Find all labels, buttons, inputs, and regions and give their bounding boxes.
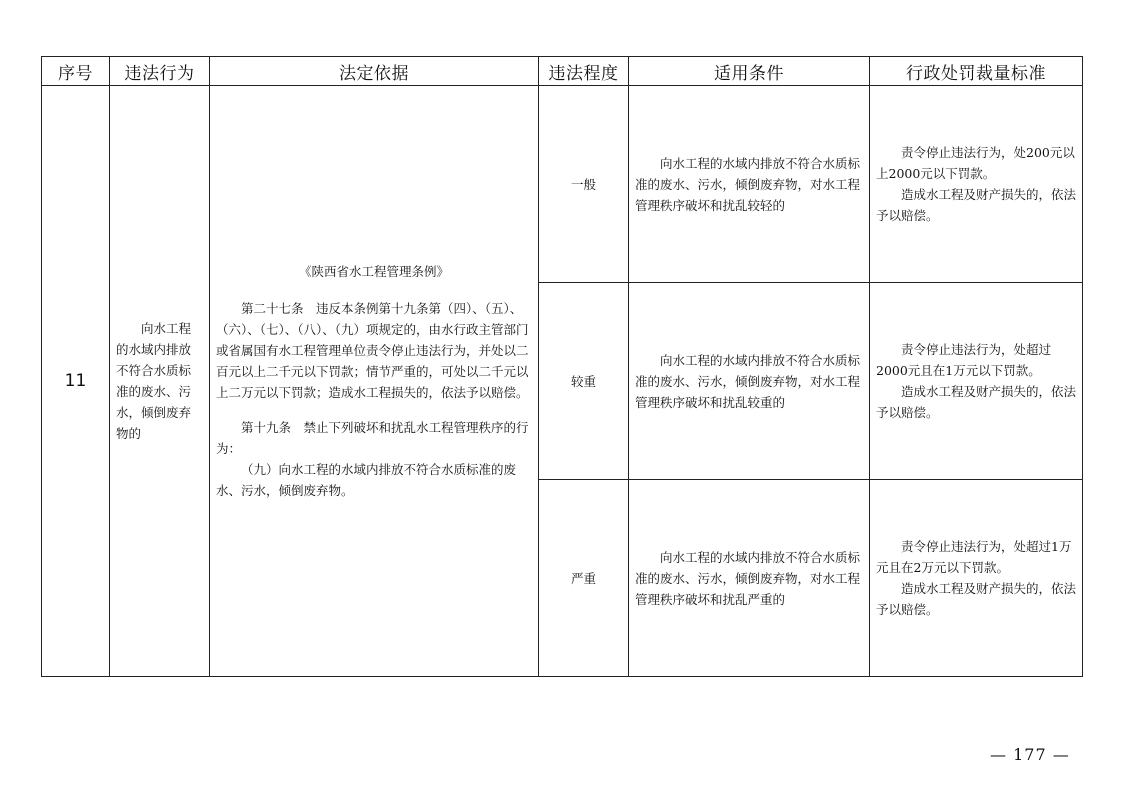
table-row	[42, 86, 1083, 283]
basis-article-27: 第二十七条 违反本条例第十九条第（四）、（五）、（六）、（七）、（八）、（九）项规定的，由水行政主管部门或省属国有水工程管理单位责令停止违法行为，并处以二百元以上二千元以下罚款；情节严重的，可处以二千元以上二万元以下罚款；造成水工程损失的，依法予以赔偿。	[216, 301, 529, 400]
standard-fine: 责令停止违法行为，处超过2000元且在1万元以下罚款。	[876, 342, 1052, 378]
standard-compensation: 造成水工程及财产损失的，依法予以赔偿。	[876, 187, 1077, 223]
basis-item-9: （九）向水工程的水域内排放不符合水质标准的废水、污水，倾倒废弃物。	[216, 462, 517, 498]
header-standard: 行政处罚裁量标准	[870, 57, 1083, 86]
condition-text: 向水工程的水域内排放不符合水质标准的废水、污水，倾倒废弃物，对水工程管理秩序破坏和扰乱较轻的	[635, 155, 861, 213]
degree-serious: 较重	[539, 283, 629, 480]
act-cell	[110, 86, 210, 677]
page-number: — 177 —	[990, 745, 1070, 764]
penalty-table	[41, 56, 1083, 677]
degree-severe: 严重	[539, 480, 629, 677]
condition-text: 向水工程的水域内排放不符合水质标准的废水、污水，倾倒废弃物，对水工程管理秩序破坏和扰乱严重的	[635, 549, 861, 607]
condition-severe	[629, 480, 870, 677]
header-seq: 序号	[42, 57, 110, 86]
act-text: 向水工程的水域内排放不符合水质标准的废水、污水，倾倒废弃物的	[116, 321, 192, 441]
standard-fine: 责令停止违法行为，处超过1万元且在2万元以下罚款。	[876, 539, 1072, 575]
header-row	[42, 57, 1083, 86]
seq-cell: 11	[42, 86, 110, 677]
standard-compensation: 造成水工程及财产损失的，依法予以赔偿。	[876, 384, 1077, 420]
degree-general: 一般	[539, 86, 629, 283]
header-basis: 法定依据	[210, 57, 539, 86]
basis-article-19: 第十九条 禁止下列破坏和扰乱水工程管理秩序的行为：	[216, 420, 529, 456]
condition-general	[629, 86, 870, 283]
basis-cell	[210, 86, 539, 677]
condition-serious	[629, 283, 870, 480]
standard-compensation: 造成水工程及财产损失的，依法予以赔偿。	[876, 581, 1077, 617]
header-condition: 适用条件	[629, 57, 870, 86]
header-act: 违法行为	[110, 57, 210, 86]
header-degree: 违法程度	[539, 57, 629, 86]
standard-fine: 责令停止违法行为，处200元以上2000元以下罚款。	[876, 145, 1075, 181]
standard-severe	[870, 480, 1083, 677]
standard-serious	[870, 283, 1083, 480]
condition-text: 向水工程的水域内排放不符合水质标准的废水、污水，倾倒废弃物，对水工程管理秩序破坏和扰乱较重的	[635, 352, 861, 410]
standard-general	[870, 86, 1083, 283]
law-title: 《陕西省水工程管理条例》	[298, 264, 449, 279]
